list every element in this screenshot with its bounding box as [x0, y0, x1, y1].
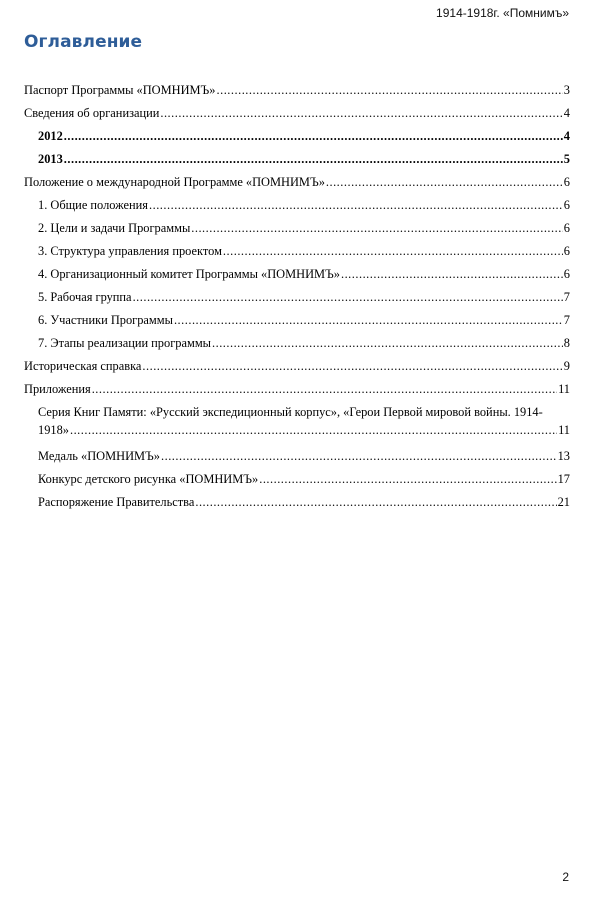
toc-entry-label: 3. Структура управления проектом — [38, 244, 222, 258]
table-of-contents — [24, 81, 570, 516]
page-number: 2 — [562, 870, 569, 884]
dot-leader — [191, 219, 563, 237]
toc-entry-label-line1: Серия Книг Памяти: «Русский экспедиционный корпус», «Герои Первой мировой войны. 1914- — [38, 405, 543, 419]
toc-entry-page: 6 — [563, 244, 570, 258]
dot-leader — [174, 311, 563, 329]
dot-leader — [160, 104, 562, 122]
dot-leader — [149, 196, 563, 214]
toc-entry-drawing-contest[interactable] — [24, 470, 570, 493]
toc-entry-page: 5 — [563, 152, 570, 166]
toc-entry-appendices[interactable] — [24, 380, 570, 403]
toc-entry-working-group[interactable] — [24, 288, 570, 311]
dot-leader — [70, 421, 557, 439]
running-header: 1914-1918г. «Помнимъ» — [436, 6, 569, 20]
toc-entry-memory-books[interactable] — [24, 403, 570, 447]
dot-leader — [259, 470, 556, 488]
toc-entry-page: 6 — [563, 221, 570, 235]
toc-entry-structure[interactable] — [24, 242, 570, 265]
toc-entry-goals[interactable] — [24, 219, 570, 242]
toc-entry-label: Приложения — [24, 382, 91, 396]
toc-entry-label: 6. Участники Программы — [38, 313, 173, 327]
dot-leader — [223, 242, 563, 260]
toc-entry-label: 5. Рабочая группа — [38, 290, 132, 304]
toc-entry-label: 1. Общие положения — [38, 198, 149, 212]
toc-entry-page: 8 — [563, 336, 570, 350]
dot-leader — [217, 81, 563, 99]
toc-entry-label: Конкурс детского рисунка «ПОМНИМЪ» — [38, 472, 259, 486]
toc-entry-page: 11 — [558, 423, 570, 437]
toc-entry-page: 13 — [557, 449, 570, 463]
toc-entry-page: 21 — [557, 495, 570, 509]
toc-entry-2013[interactable] — [24, 150, 570, 173]
toc-entry-participants[interactable] — [24, 311, 570, 334]
toc-entry-page: 7 — [563, 290, 570, 304]
toc-entry-stages[interactable] — [24, 334, 570, 357]
toc-entry-history[interactable] — [24, 357, 570, 380]
dot-leader — [326, 173, 563, 191]
toc-entry-page: 6 — [563, 267, 570, 281]
toc-entry-label: Медаль «ПОМНИМЪ» — [38, 449, 161, 463]
toc-entry-label: Историческая справка — [24, 359, 142, 373]
toc-title: Оглавление — [24, 32, 143, 52]
toc-entry-government-order[interactable] — [24, 493, 570, 516]
toc-entry-page: 6 — [563, 198, 570, 212]
toc-entry-2012[interactable] — [24, 127, 570, 150]
dot-leader — [92, 380, 557, 398]
toc-entry-general-provisions[interactable] — [24, 196, 570, 219]
toc-entry-regulation[interactable] — [24, 173, 570, 196]
toc-entry-page: 4 — [563, 129, 570, 143]
toc-entry-label: Паспорт Программы «ПОМНИМЪ» — [24, 83, 216, 97]
toc-entry-label: 4. Организационный комитет Программы «ПОМНИМЪ» — [38, 267, 340, 281]
dot-leader — [142, 357, 562, 375]
toc-entry-page: 6 — [563, 175, 570, 189]
toc-entry-organization[interactable] — [24, 104, 570, 127]
toc-entry-passport[interactable] — [24, 81, 570, 104]
toc-entry-label: 2012 — [38, 129, 63, 143]
dot-leader — [212, 334, 563, 352]
toc-entry-label: 2013 — [38, 152, 63, 166]
toc-entry-page: 11 — [558, 382, 570, 396]
dot-leader — [64, 150, 563, 168]
toc-entry-label: Распоряжение Правительства — [38, 495, 195, 509]
dot-leader — [133, 288, 563, 306]
toc-entry-page: 4 — [563, 106, 570, 120]
toc-entry-page: 3 — [563, 83, 570, 97]
dot-leader — [341, 265, 563, 283]
toc-entry-label: 7. Этапы реализации программы — [38, 336, 211, 350]
dot-leader — [195, 493, 556, 511]
dot-leader — [161, 447, 557, 465]
dot-leader — [64, 127, 563, 145]
toc-entry-page: 7 — [563, 313, 570, 327]
toc-entry-label: Сведения об организации — [24, 106, 160, 120]
toc-entry-label: Положение о международной Программе «ПОМНИМЪ» — [24, 175, 325, 189]
toc-entry-label: 2. Цели и задачи Программы — [38, 221, 191, 235]
toc-entry-label-line2: 1918» — [38, 423, 69, 437]
toc-entry-medal[interactable] — [24, 447, 570, 470]
toc-entry-page: 17 — [557, 472, 570, 486]
toc-entry-page: 9 — [563, 359, 570, 373]
toc-entry-committee[interactable] — [24, 265, 570, 288]
